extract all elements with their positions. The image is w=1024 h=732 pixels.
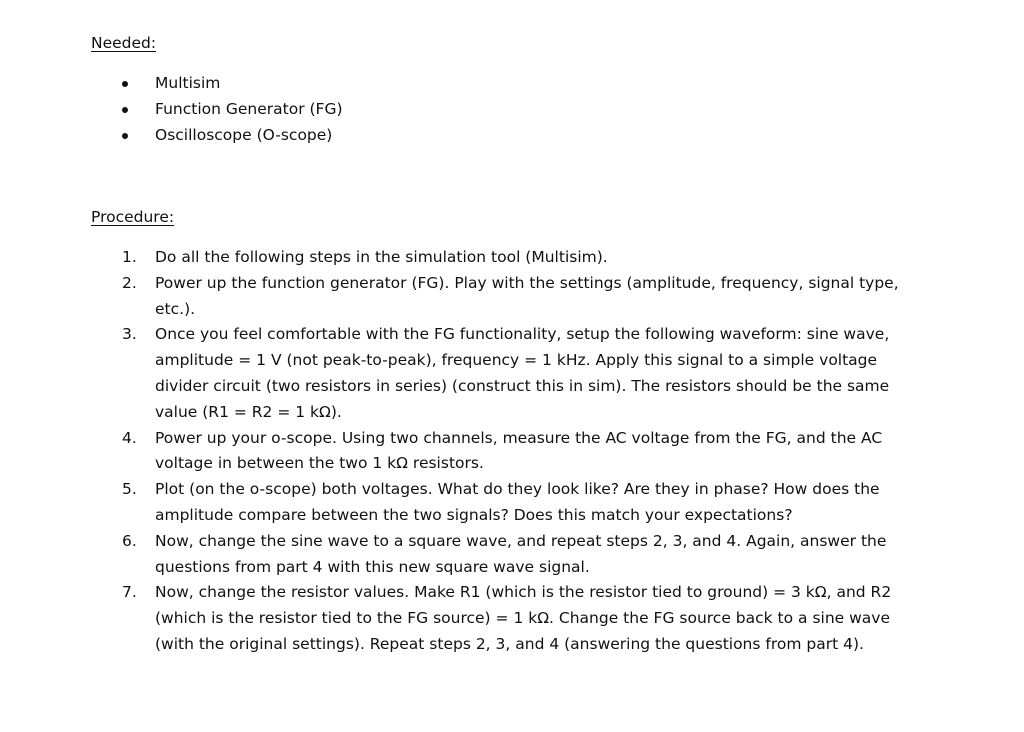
step-text-line: etc.). — [155, 299, 196, 318]
bullet-icon — [122, 81, 128, 87]
step-number: 5. — [122, 480, 137, 499]
needed-item-label: Function Generator (FG) — [155, 99, 343, 118]
step-text-line: questions from part 4 with this new square wave signal. — [155, 557, 590, 576]
step-number: 1. — [122, 248, 137, 266]
needed-item — [118, 123, 938, 149]
step-text-line: Once you feel comfortable with the FG functionality, setup the following waveform: sine wave, — [155, 325, 890, 344]
procedure-step — [118, 245, 938, 271]
step-text-line: Do all the following steps in the simulation tool (Multisim). — [155, 248, 608, 266]
step-text-line: divider circuit (two resistors in series) (construct this in sim). The resistors should be the same — [155, 376, 890, 395]
needed-item-label: Multisim — [155, 74, 221, 92]
needed-heading: Needed: — [91, 34, 157, 52]
needed-item — [118, 71, 938, 97]
procedure-step — [118, 529, 938, 581]
step-text-line: amplitude compare between the two signals? Does this match your expectations? — [155, 505, 793, 524]
step-text-line: value (R1 = R2 = 1 kΩ). — [155, 402, 342, 421]
step-number: 7. — [122, 583, 137, 602]
needed-list — [118, 71, 938, 148]
step-text-line: Now, change the sine wave to a square wave, and repeat steps 2, 3, and 4. Again, answer the — [155, 531, 887, 550]
step-text-line: Power up your o-scope. Using two channels, measure the AC voltage from the FG, and the AC — [155, 428, 883, 447]
procedure-step — [118, 477, 938, 529]
step-text-line: amplitude = 1 V (not peak-to-peak), frequency = 1 kHz. Apply this signal to a simple voltage — [155, 351, 878, 370]
bullet-icon — [122, 133, 128, 139]
step-number: 4. — [122, 428, 137, 447]
step-text-line: Now, change the resistor values. Make R1 (which is the resistor tied to ground) = 3 kΩ, and R2 — [155, 583, 892, 602]
procedure-heading: Procedure: — [91, 208, 175, 226]
procedure-list — [118, 245, 938, 658]
procedure-step — [118, 580, 938, 657]
step-text-line: (which is the resistor tied to the FG source) = 1 kΩ. Change the FG source back to a sine wave — [155, 609, 891, 628]
step-number: 2. — [122, 273, 137, 292]
step-text-line: Plot (on the o-scope) both voltages. What do they look like? Are they in phase? How does the — [155, 480, 880, 499]
bullet-icon — [122, 107, 128, 113]
step-number: 3. — [122, 325, 137, 344]
step-number: 6. — [122, 531, 137, 550]
needed-item-label: Oscilloscope (O-scope) — [155, 125, 333, 144]
procedure-step — [118, 426, 938, 478]
needed-item — [118, 97, 938, 123]
procedure-step — [118, 322, 938, 425]
procedure-step — [118, 271, 938, 323]
step-text-line: voltage in between the two 1 kΩ resistors. — [155, 454, 484, 473]
step-text-line: Power up the function generator (FG). Play with the settings (amplitude, frequency, signal type, — [155, 273, 899, 292]
step-text-line: (with the original settings). Repeat steps 2, 3, and 4 (answering the questions from part 4). — [155, 634, 864, 653]
